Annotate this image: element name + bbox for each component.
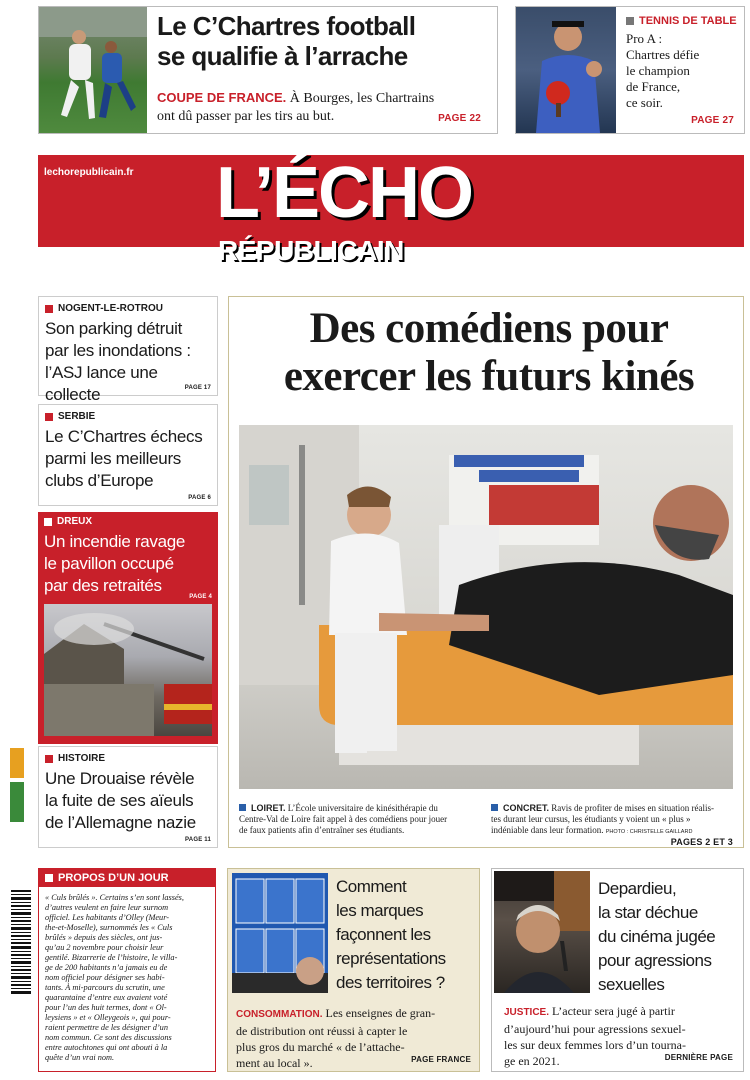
- nogent-line-2: par les inondations :: [45, 341, 191, 360]
- physio-photo: [239, 425, 733, 789]
- teaser-football[interactable]: [38, 6, 498, 134]
- propos-line-11: quarantaine d’entre eux avaient voté: [45, 993, 168, 1002]
- depardieu-head-1: Depardieu,: [598, 879, 677, 898]
- propos-line-7: gentilé. Bizarrerie de l’histoire, le villa-: [45, 953, 178, 962]
- propos-line-10: tants. À mi-parcours du scrutin, une: [45, 983, 165, 992]
- depardieu-page: DERNIÈRE PAGE: [664, 1053, 733, 1062]
- dreux-line-3: par des retraités: [44, 576, 162, 595]
- propos-line-12: pour l’un des huit termes, dont « Ol-: [45, 1003, 167, 1012]
- nogent-page: PAGE 17: [184, 385, 211, 391]
- nogent-line-3: l’ASJ lance une collecte: [45, 363, 158, 404]
- depardieu-head-2: la star déchue: [598, 903, 698, 922]
- left-story-dreux[interactable]: [38, 512, 218, 744]
- conso-text-3: plus gros du marché « de l’attache-: [236, 1040, 405, 1054]
- caption-left: [239, 803, 485, 836]
- histoire-line-3: de l’Allemagne nazie: [45, 813, 196, 832]
- depardieu-text-1: L’acteur sera jugé à partir: [549, 1004, 675, 1018]
- propos-line-2: d’autres veulent en faire leur surnom: [45, 903, 169, 912]
- depardieu-text-4: ge en 2021.: [504, 1054, 560, 1068]
- serbie-line-3: clubs d’Europe: [45, 471, 154, 490]
- tennis-square-icon: [626, 17, 634, 25]
- propos-line-4: the-et-Moselle), surnommés les « Culs: [45, 923, 173, 932]
- newspaper-title: L’ÉCHO: [216, 153, 473, 233]
- football-headline-1: Le C’Chartres football: [157, 11, 416, 41]
- kicker-serbie: SERBIE: [58, 411, 96, 422]
- consommation-story[interactable]: [227, 868, 480, 1072]
- depardieu-kicker: JUSTICE.: [504, 1007, 550, 1018]
- propos-line-5: brûlés » depuis des siècles, ont jus-: [45, 933, 163, 942]
- main-headline-1: Des comédiens pour: [309, 305, 669, 352]
- kicker-dreux: DREUX: [57, 516, 93, 527]
- conso-head-3: façonnent les: [336, 925, 431, 944]
- propos-line-17: quête d’un vrai nom.: [45, 1053, 115, 1062]
- histoire-line-2: la fuite de ses aïeuls: [45, 791, 194, 810]
- depardieu-text-2: d’aujourd’hui pour agressions sexuel-: [504, 1022, 686, 1036]
- serbie-page: PAGE 6: [188, 495, 211, 501]
- centre-france-icon: [42, 251, 54, 263]
- caption-right-3: indéniable dans leur formation.: [491, 825, 604, 835]
- tennis-text-4: de France,: [626, 79, 681, 94]
- caption-left-kicker: LOIRET.: [251, 803, 286, 813]
- depardieu-story[interactable]: [491, 868, 744, 1072]
- serbie-line-1: Le C’Chartres échecs: [45, 427, 203, 446]
- depardieu-head-3: du cinéma jugée: [598, 927, 716, 946]
- blue-square-icon: [239, 804, 246, 811]
- histoire-line-1: Une Drouaise révèle: [45, 769, 195, 788]
- main-headline-2: exercer les futurs kinés: [283, 353, 695, 400]
- teaser-tennis[interactable]: [515, 6, 745, 134]
- milk-photo: [232, 873, 328, 993]
- propos-line-15: nom commun. Ce sont des discussions: [45, 1033, 172, 1042]
- propos-line-16: entre autochtones qui ont abouti à la: [45, 1043, 168, 1052]
- main-story[interactable]: [228, 296, 744, 848]
- propos-title: PROPOS D’UN JOUR: [58, 872, 169, 884]
- tennis-page: PAGE 27: [691, 115, 734, 126]
- propos-line-9: nom officiel pour désigner ses habi-: [45, 973, 165, 982]
- caption-right-2: tes durant leur cursus, les étudiants y voient un « plus »: [491, 814, 691, 824]
- football-kicker: COUPE DE FRANCE.: [157, 90, 287, 105]
- newspaper-subtitle: RÉPUBLICAIN: [218, 235, 404, 266]
- tennis-text-1: Pro A :: [626, 31, 663, 46]
- blue-square-icon: [491, 804, 498, 811]
- depardieu-photo: [494, 871, 590, 993]
- centre-france-logo: [42, 251, 114, 263]
- kicker-histoire: HISTOIRE: [58, 753, 106, 764]
- caption-right-1: Ravis de profiter de mises en situation réalis-: [549, 803, 714, 813]
- square-icon: [45, 305, 53, 313]
- propos-line-14: raient permettre de les désigner d’un: [45, 1023, 168, 1032]
- conso-head-5: des territoires ?: [336, 973, 445, 992]
- propos-line-13: leysiens » et « Olleygeois », qui pour-: [45, 1013, 171, 1022]
- main-pages: PAGES 2 ET 3: [670, 837, 733, 847]
- main-headline: [239, 305, 739, 401]
- tennis-text-2: Chartres défie: [626, 47, 700, 62]
- conso-text-4: ment au local ».: [236, 1056, 313, 1070]
- masthead: [38, 153, 744, 266]
- histoire-page: PAGE 11: [185, 837, 211, 843]
- kicker-nogent: NOGENT-LE-ROTROU: [58, 303, 163, 314]
- caption-left-2: Centre-Val de Loire fait appel à des comédiens pour jouer: [239, 814, 448, 824]
- conso-head-2: les marques: [336, 901, 424, 920]
- conso-head-4: représentations: [336, 949, 446, 968]
- dreux-line-1: Un incendie ravage: [44, 532, 186, 551]
- tennis-text-3: le champion: [626, 63, 690, 78]
- caption-right: [491, 803, 737, 838]
- brand-name: Centre: [57, 251, 89, 263]
- square-icon: [44, 518, 52, 526]
- propos-line-8: ge de 200 habitants n’a jamais eu de: [45, 963, 168, 972]
- depardieu-head-4: pour agressions: [598, 951, 712, 970]
- square-icon: [45, 874, 53, 882]
- caption-left-1: L’École universitaire de kinésithérapie du: [285, 803, 438, 813]
- conso-kicker: CONSOMMATION.: [236, 1009, 323, 1020]
- football-photo: [39, 7, 147, 133]
- photo-credit: PHOTO : CHRISTELLE GAILLARD: [605, 829, 693, 835]
- recycle-logo: [10, 748, 24, 828]
- dreux-page: PAGE 4: [189, 594, 212, 600]
- square-icon: [45, 755, 53, 763]
- tennis-photo: [516, 7, 616, 133]
- propos-line-3: officiel. Les habitants d’Olley (Meur-: [45, 913, 170, 922]
- propos-box[interactable]: [38, 868, 216, 1072]
- dreux-line-2: le pavillon occupé: [44, 554, 174, 573]
- tennis-text-5: ce soir.: [626, 95, 663, 110]
- propos-line-1: « Culs brûlés ». Certains s’en sont lassés,: [45, 893, 184, 902]
- fire-photo: [44, 604, 212, 736]
- conso-text-1: Les enseignes de gran-: [322, 1006, 436, 1020]
- depardieu-head-5: sexuelles: [598, 975, 665, 994]
- propos-line-6: qu’au 2 novembre pour choisir leur: [45, 943, 164, 952]
- site-url[interactable]: lechorepublicain.fr: [44, 167, 134, 178]
- conso-page: PAGE FRANCE: [411, 1055, 471, 1064]
- football-page: PAGE 22: [438, 113, 481, 124]
- left-story-serbie[interactable]: [38, 404, 218, 506]
- brand-suffix: France: [88, 252, 114, 262]
- left-story-histoire[interactable]: [38, 746, 218, 848]
- square-icon: [45, 413, 53, 421]
- tennis-kicker: TENNIS DE TABLE: [639, 15, 737, 27]
- edition-info: N° 25797 - LUNDI 28 OCTOBRE 2024 - 1,50€: [572, 255, 738, 264]
- serbie-line-2: parmi les meilleurs: [45, 449, 182, 468]
- caption-right-kicker: CONCRET.: [503, 803, 550, 813]
- caption-left-3: de faux patients afin d’entraîner ses étudiants.: [239, 825, 405, 835]
- football-text-2: ont dû passer par les tirs au but.: [157, 109, 335, 124]
- football-text-1: À Bourges, les Chartrains: [286, 91, 435, 106]
- left-story-nogent[interactable]: [38, 296, 218, 404]
- barcode: [10, 888, 24, 998]
- nogent-line-1: Son parking détruit: [45, 319, 182, 338]
- conso-head-1: Comment: [336, 877, 407, 896]
- football-headline-2: se qualifie à l’arrache: [157, 41, 408, 71]
- conso-text-2: de distribution ont réussi à capter le: [236, 1024, 408, 1038]
- depardieu-text-3: les sur deux femmes lors d’un tourna-: [504, 1038, 686, 1052]
